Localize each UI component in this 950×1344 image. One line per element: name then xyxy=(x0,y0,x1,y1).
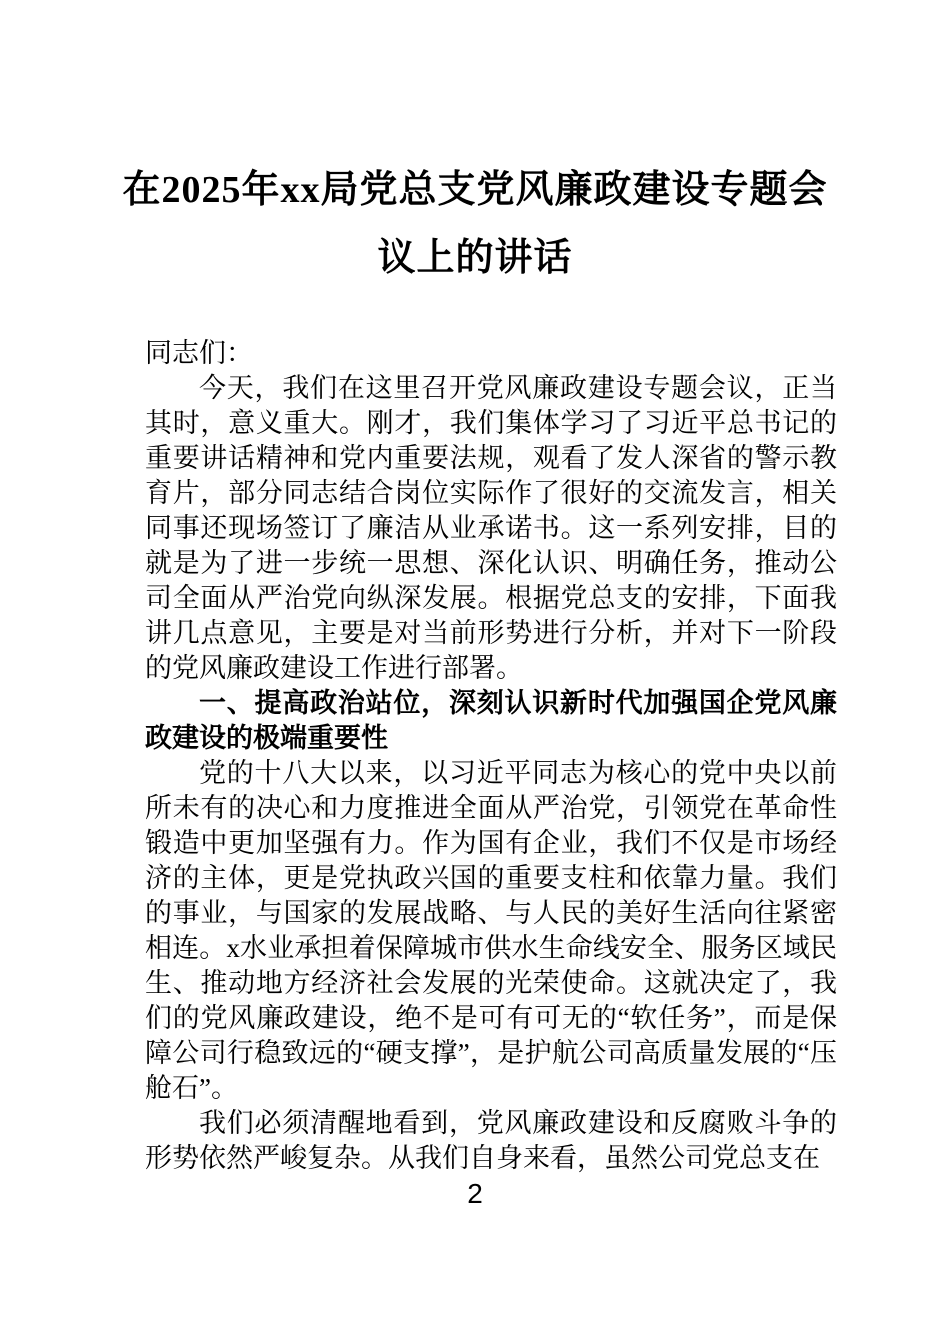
paragraph-section-1-body: 党的十八大以来，以习近平同志为核心的党中央以前所未有的决心和力度推进全面从严治党，引领党在革命性锻造中更加坚强有力。作为国有企业，我们不仅是市场经济的主体，更是党执政兴国的重要支柱和依靠力量。我们的事业，与国家的发展战略、与人民的美好生活向往紧密相连。x水业承担着保障城市供水生命线安全、服务区域民生、推动地方经济社会发展的光荣使命。这就决定了，我们的党风廉政建设，绝不是可有可无的“软任务”，而是保障公司行稳致远的“硬支撑”，是护航公司高质量发展的“压舱石”。 xyxy=(145,758,837,1103)
page-footer xyxy=(0,1178,950,1210)
title-line-1: 在2025年xx局党总支党风廉政建设专题会 xyxy=(122,169,828,211)
paragraph-situation: 我们必须清醒地看到，党风廉政建设和反腐败斗争的形势依然严峻复杂。从我们自身来看，虽然公司党总支在 xyxy=(145,1108,837,1173)
page-number: 2 xyxy=(467,1178,483,1209)
paragraph-opening: 今天，我们在这里召开党风廉政建设专题会议，正当其时，意义重大。刚才，我们集体学习了习近平总书记的重要讲话精神和党内重要法规，观看了发人深省的警示教育片，部分同志结合岗位实际作了很好的交流发言，相关同事还现场签订了廉洁从业承诺书。这一系列安排，目的就是为了进一步统一思想、深化认识、明确任务，推动公司全面从严治党向纵深发展。根据党总支的安排，下面我讲几点意见，主要是对当前形势进行分析，并对下一阶段的党风廉政建设工作进行部署。 xyxy=(145,373,837,683)
title-line-2: 议上的讲话 xyxy=(377,237,573,279)
section-heading-1: 一、提高政治站位，深刻认识新时代加强国企党风廉政建设的极端重要性 xyxy=(145,688,837,753)
salutation: 同志们： xyxy=(145,338,253,368)
document-body xyxy=(145,336,837,1176)
document-title xyxy=(0,156,950,292)
